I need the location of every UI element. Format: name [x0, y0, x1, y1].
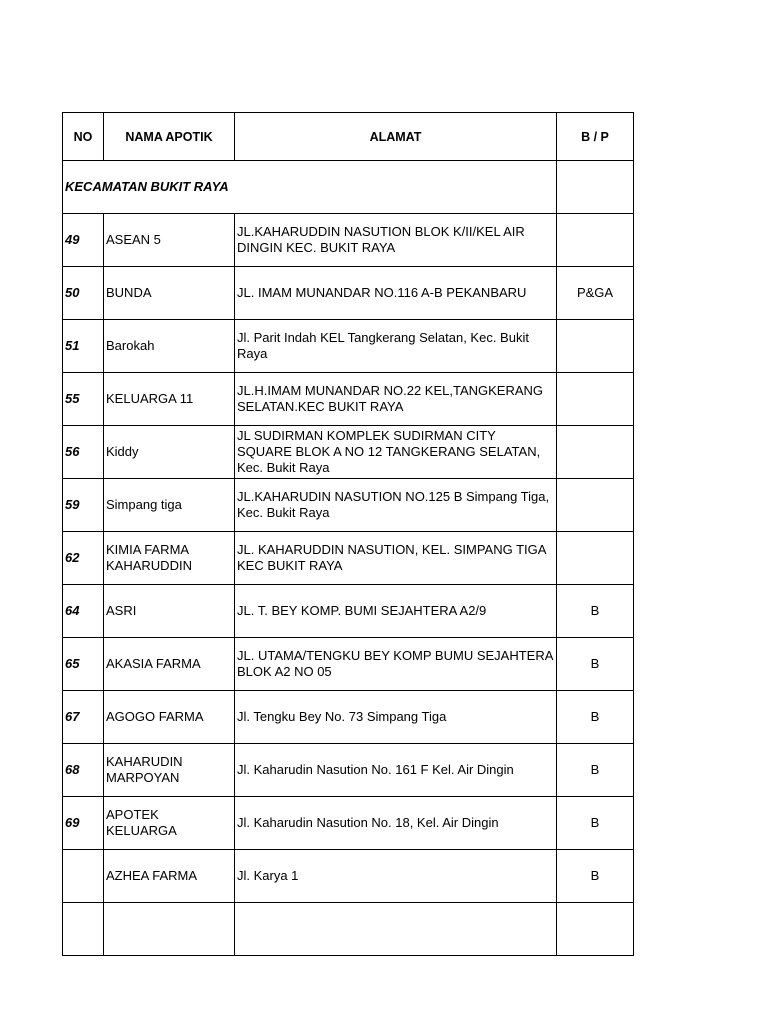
cell-nama-apotik: AKASIA FARMA — [104, 638, 235, 691]
cell-no: 69 — [63, 797, 104, 850]
cell-alamat: Jl. Parit Indah KEL Tangkerang Selatan, Kec. Bukit Raya — [235, 320, 557, 373]
cell-bp — [557, 373, 634, 426]
table-row — [63, 850, 634, 903]
table-row — [63, 691, 634, 744]
cell-bp — [557, 214, 634, 267]
cell-bp: B — [557, 850, 634, 903]
cell-nama-apotik — [104, 903, 235, 956]
cell-no: 62 — [63, 532, 104, 585]
cell-no: 56 — [63, 426, 104, 479]
table-row — [63, 479, 634, 532]
header-row — [63, 113, 634, 161]
cell-nama-apotik: Simpang tiga — [104, 479, 235, 532]
cell-nama-apotik: KAHARUDIN MARPOYAN — [104, 744, 235, 797]
cell-bp: B — [557, 691, 634, 744]
cell-nama-apotik: KIMIA FARMA KAHARUDDIN — [104, 532, 235, 585]
cell-no — [63, 850, 104, 903]
cell-alamat: JL. T. BEY KOMP. BUMI SEJAHTERA A2/9 — [235, 585, 557, 638]
cell-nama-apotik: AGOGO FARMA — [104, 691, 235, 744]
cell-alamat: JL.KAHARUDDIN NASUTION BLOK K/II/KEL AIR DINGIN KEC. BUKIT RAYA — [235, 214, 557, 267]
table-row — [63, 744, 634, 797]
table-row — [63, 797, 634, 850]
table-row — [63, 214, 634, 267]
table-row — [63, 320, 634, 373]
cell-no: 50 — [63, 267, 104, 320]
cell-alamat: Jl. Kaharudin Nasution No. 161 F Kel. Air Dingin — [235, 744, 557, 797]
cell-no: 51 — [63, 320, 104, 373]
cell-nama-apotik: Kiddy — [104, 426, 235, 479]
cell-alamat: JL.H.IMAM MUNANDAR NO.22 KEL,TANGKERANG SELATAN.KEC BUKIT RAYA — [235, 373, 557, 426]
cell-alamat: JL. KAHARUDDIN NASUTION, KEL. SIMPANG TIGA KEC BUKIT RAYA — [235, 532, 557, 585]
cell-alamat: Jl. Kaharudin Nasution No. 18, Kel. Air Dingin — [235, 797, 557, 850]
header-no: NO — [63, 113, 104, 161]
cell-no: 49 — [63, 214, 104, 267]
cell-nama-apotik: BUNDA — [104, 267, 235, 320]
cell-no: 64 — [63, 585, 104, 638]
table-row — [63, 373, 634, 426]
table-body — [63, 161, 634, 956]
table-row — [63, 532, 634, 585]
cell-alamat: JL SUDIRMAN KOMPLEK SUDIRMAN CITY SQUARE BLOK A NO 12 TANGKERANG SELATAN, Kec. Bukit Raya — [235, 426, 557, 479]
cell-no: 68 — [63, 744, 104, 797]
table-row — [63, 638, 634, 691]
table-row — [63, 585, 634, 638]
cell-alamat: Jl. Karya 1 — [235, 850, 557, 903]
cell-alamat — [235, 903, 557, 956]
section-bp-cell — [557, 161, 634, 214]
cell-nama-apotik: KELUARGA 11 — [104, 373, 235, 426]
header-bp: B / P — [557, 113, 634, 161]
cell-bp: B — [557, 744, 634, 797]
header-nama-apotik: NAMA APOTIK — [104, 113, 235, 161]
cell-bp: P&GA — [557, 267, 634, 320]
cell-no: 55 — [63, 373, 104, 426]
cell-no: 65 — [63, 638, 104, 691]
section-title: KECAMATAN BUKIT RAYA — [63, 161, 557, 214]
apotik-table — [62, 112, 634, 956]
cell-alamat: JL.KAHARUDIN NASUTION NO.125 B Simpang Tiga, Kec. Bukit Raya — [235, 479, 557, 532]
section-row — [63, 161, 634, 214]
cell-no — [63, 903, 104, 956]
cell-no: 59 — [63, 479, 104, 532]
cell-no: 67 — [63, 691, 104, 744]
cell-bp — [557, 320, 634, 373]
table-row — [63, 426, 634, 479]
cell-nama-apotik: ASRI — [104, 585, 235, 638]
cell-nama-apotik: Barokah — [104, 320, 235, 373]
cell-bp: B — [557, 638, 634, 691]
cell-nama-apotik: ASEAN 5 — [104, 214, 235, 267]
cell-bp: B — [557, 797, 634, 850]
table-row — [63, 267, 634, 320]
table-row — [63, 903, 634, 956]
cell-bp — [557, 479, 634, 532]
cell-bp: B — [557, 585, 634, 638]
cell-nama-apotik: AZHEA FARMA — [104, 850, 235, 903]
cell-bp — [557, 532, 634, 585]
cell-nama-apotik: APOTEK KELUARGA — [104, 797, 235, 850]
cell-alamat: JL. UTAMA/TENGKU BEY KOMP BUMU SEJAHTERA BLOK A2 NO 05 — [235, 638, 557, 691]
cell-alamat: JL. IMAM MUNANDAR NO.116 A-B PEKANBARU — [235, 267, 557, 320]
cell-bp — [557, 903, 634, 956]
header-alamat: ALAMAT — [235, 113, 557, 161]
cell-bp — [557, 426, 634, 479]
cell-alamat: Jl. Tengku Bey No. 73 Simpang Tiga — [235, 691, 557, 744]
